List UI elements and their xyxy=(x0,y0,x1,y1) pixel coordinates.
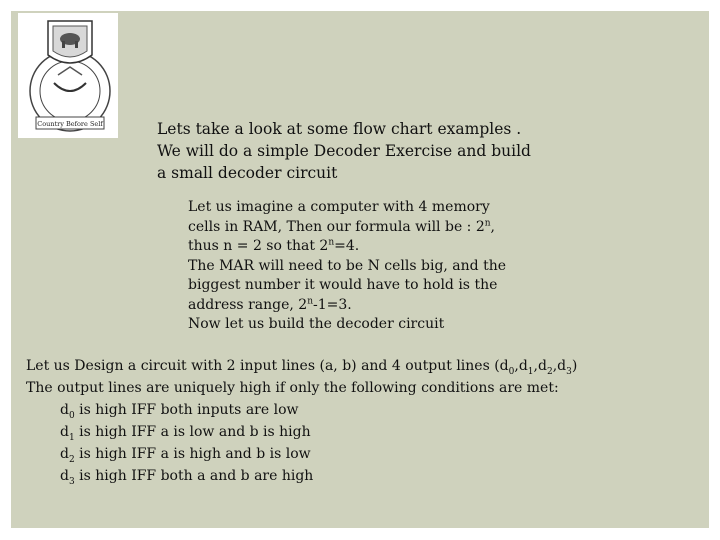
svg-text:Country Before Self: Country Before Self xyxy=(37,120,103,128)
details-line: thus n = 2 so that $2^n=4$. xyxy=(188,237,360,254)
college-crest-icon xyxy=(18,13,118,138)
condition-item: $d_2$ is high IFF a is high and b is low xyxy=(60,446,311,465)
intro-line: Lets take a look at some flow chart examples . xyxy=(157,120,522,138)
intro-line: a small decoder circuit xyxy=(157,164,338,182)
details-line: Let us imagine a computer with 4 memory xyxy=(188,199,490,215)
details-line: address range, $2^n-1=3$. xyxy=(188,295,352,313)
design-line: Let us Design a circuit with 2 input lines (a, b) and 4 output lines $(d_0,d_1,d_2,d_3)$ xyxy=(26,358,578,377)
details-line: Now let us build the decoder circuit xyxy=(188,316,445,332)
intro-line: We will do a simple Decoder Exercise and build xyxy=(157,142,531,160)
details-line: cells in RAM, Then our formula will be : 2$^n$, xyxy=(188,217,495,235)
decoder-design-text xyxy=(26,355,706,487)
details-line: The MAR will need to be N cells big, and the xyxy=(188,257,507,274)
condition-item: $d_1$ is high IFF a is low and b is high xyxy=(60,424,311,443)
design-line: The output lines are uniquely high if only the following conditions are met: xyxy=(26,380,559,396)
condition-item: $d_3$ is high IFF both a and b are high xyxy=(60,468,314,487)
condition-item: $d_0$ is high IFF both inputs are low xyxy=(60,402,299,421)
intro-text xyxy=(157,118,677,184)
details-line: biggest number it would have to hold is the xyxy=(188,277,498,293)
memory-example-text xyxy=(188,198,708,335)
